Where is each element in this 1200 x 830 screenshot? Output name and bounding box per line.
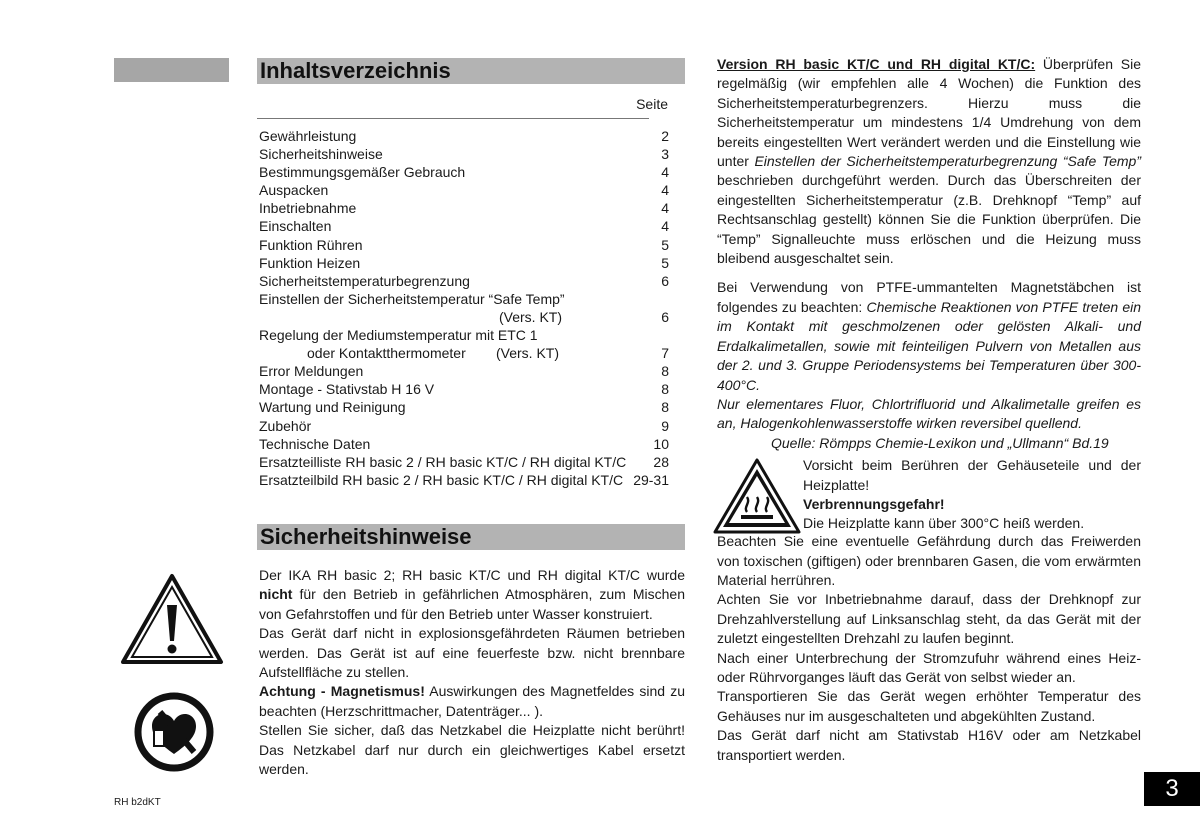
no-pacemaker-icon [134,692,214,777]
safety-text [259,566,685,779]
toc-entry-page: 4 [661,164,669,181]
toc-entry[interactable] [259,199,669,217]
toc-entry-page: 10 [653,435,669,452]
toc-entry-continued[interactable] [259,308,669,326]
toc-entry-label: Sicherheitstemperaturbegrenzung [259,272,470,289]
toc-entry-page: 6 [661,272,669,289]
safety-paragraph: Das Gerät darf nicht in explosionsgefährdeten Räumen betrieben werden. Das Gerät ist auf eine feuerfeste bzw. nicht brennbare Aufstellfläche zu stellen. [259,625,685,681]
safety-paragraph [259,682,685,721]
version-label: Version RH basic KT/C und RH digital KT/C: [717,56,1036,72]
ptfe-paragraph [717,278,1141,394]
toc-entry[interactable] [259,272,669,290]
hot-surface-warning [717,456,1141,532]
ptfe-note: Chemische Reaktionen von PTFE treten ein im Kontakt mit geschmolzenen oder gelösten Alkali- und Erdalkalimetallen, sowie mit feinteiligen Pulvern von Metallen aus der 2. und 3. Gruppe Periodensystems bei Temperaturen über 300-400°C. [717,298,1142,393]
toc-entry[interactable] [259,344,669,362]
toc-entry-label: Technische Daten [259,435,371,452]
toc-entry-page: 7 [661,345,669,362]
warning-line: Vorsicht beim Berühren der Gehäuseteile und der Heizplatte! [803,457,1141,493]
hot-surface-icon [713,458,801,534]
right-column [717,55,1141,765]
version-check-paragraph [717,55,1141,268]
cross-reference: Einstellen der Sicherheitstemperaturbegrenzung “Safe Temp” [754,153,1141,170]
toc-entry-version: (Vers. KT) [496,345,560,362]
toc-entry[interactable] [259,163,669,181]
hot-surface-text [803,456,1141,534]
toc-entry-page: 5 [661,254,669,271]
toc-heading: Inhaltsverzeichnis [257,58,685,84]
toc-entry-page: 5 [661,236,669,253]
toc-entry[interactable] [259,417,669,435]
toc-entry-label: Ersatzteilbild RH basic 2 / RH basic KT/C / RH digital KT/C [259,471,624,488]
toc-entry-label: Gewährleistung [259,128,357,144]
toc-entry-page: 8 [661,381,669,398]
transport-paragraph: Transportieren Sie das Gerät wegen erhöhter Temperatur des Gehäuses nur im ausgeschalteten und abgekühlten Zustand. [717,688,1141,724]
toc-entry-page: 6 [661,308,669,325]
text-run: für den Betrieb in gefährlichen Atmosphären, zum Mischen von Gefahrstoffen und für den Betrieb unter Wasser konstruiert. [259,586,685,622]
stativ-paragraph: Das Gerät darf nicht am Stativstab H16V oder am Netzkabel transportiert werden. [717,727,1141,763]
toc-entry-label: Bestimmungsgemäßer Gebrauch [259,164,466,181]
toc-entry-page: 9 [661,417,669,434]
toc-entry-label: Sicherheitshinweise [259,146,383,163]
toc-entry-label: Wartung und Reinigung [259,399,406,416]
toc-entry-page: 29-31 [633,471,669,488]
toc-entry[interactable] [259,326,669,344]
source-citation: Quelle: Römpps Chemie-Lexikon und „Ullmann“ Bd.19 [771,434,1109,451]
magnetism-warning-label: Achtung - Magnetismus! [259,683,425,700]
toc-entry-page: 28 [653,453,669,470]
toc-divider [257,118,649,119]
toc-entry-label: Auspacken [259,182,329,199]
toc-entry-page: 8 [661,399,669,416]
toc-entry-page: 2 [661,128,669,144]
toc-entry-label: Montage - Stativstab H 16 V [259,381,435,398]
power-paragraph: Nach einer Unterbrechung der Stromzufuhr während eines Heiz- oder Rührvorganges läuft das Gerät von selbst wieder an. [717,649,1141,685]
toc-entry-label: Regelung der Mediumstemperatur mit ETC 1 [259,327,538,344]
safety-heading: Sicherheitshinweise [257,524,685,550]
text-run: Der IKA RH basic 2; RH basic KT/C und RH digital KT/C wurde [259,567,685,583]
toc-entry-label: Error Meldungen [259,363,364,380]
toc-entry[interactable] [259,380,669,398]
toc-entry[interactable] [259,217,669,235]
document-code: RH b2dKT [114,797,161,808]
text-run: beschrieben durchgeführt werden. Durch das Überschreiten der eingestellten Sicherheitstemperatur (z.B. Drehknopf “Temp” auf Rechtsanschlag gestellt) können Sie die Funktion überprüfen. Die “Temp” Signalleuchte muss erlöschen und die Heizung muss bleibend ausgeschaltet sein. [717,172,1141,267]
toc-entry[interactable] [259,236,669,254]
toc-entry-label: Einschalten [259,218,332,235]
toc-entry[interactable] [259,435,669,453]
toc-entry-version: (Vers. KT) [499,308,563,325]
text-run: Bei Verwendung von PTFE-ummantelten Magnetstäbchen ist folgendes zu beachten: [717,279,1141,315]
burn-hazard-label: Verbrennungsgefahr! [803,495,945,512]
gas-paragraph: Beachten Sie eine eventuelle Gefährdung durch das Freiwerden von toxischen (giftigen) oder brennbaren Gasen, die vom erwärmten Material herrühren. [717,533,1141,588]
toc-entry[interactable] [259,127,669,145]
toc-entry-label: Funktion Heizen [259,254,361,271]
toc-page-column-label: Seite [636,96,668,112]
safety-paragraph [259,566,685,624]
toc-entry[interactable] [259,145,669,163]
toc-entry-page: 4 [661,182,669,199]
warning-triangle-icon [120,573,224,670]
toc-entry[interactable] [259,254,669,272]
text-run: Auswirkungen des Magnetfeldes sind zu beachten (Herzschrittmacher, Datenträger... ). [259,683,685,719]
grey-margin-tab [114,58,229,82]
toc-entry-label: Inbetriebnahme [259,200,357,217]
warning-line: Die Heizplatte kann über 300°C heiß werden. [803,515,1085,532]
page-number: 3 [1144,772,1200,806]
toc-entry-page: 8 [661,363,669,380]
ptfe-note-2: Nur elementares Fluor, Chlortrifluorid und Alkalimetalle greifen es an, Halogenkohlenwasserstoffe wirken reversibel quellend. [717,395,1141,432]
toc-entry[interactable] [259,471,669,489]
toc-entry-page: 4 [661,218,669,235]
toc-entry[interactable] [259,398,669,416]
table-of-contents [259,127,669,489]
text-run: Überprüfen Sie regelmäßig (wir empfehlen alle 4 Wochen) die Funktion des Sicherheitstemperaturbegrenzers. Hierzu muss die Sicherheitstemperatur um mindestens 1/4 Umdrehung von dem bereits eingestellten Wert verändert werden und die Einstellung wie unter [717,56,1141,170]
toc-entry-label: Zubehör [259,417,312,434]
toc-entry-label: Funktion Rühren [259,236,363,253]
toc-entry-page: 4 [661,200,669,217]
safety-paragraph: Stellen Sie sicher, daß das Netzkabel die Heizplatte nicht berührt! Das Netzkabel darf nur durch ein gleichwertiges Kabel ersetzt werden. [259,722,685,778]
toc-entry-page: 3 [661,146,669,163]
toc-entry[interactable] [259,181,669,199]
emphasis-nicht: nicht [259,586,293,603]
toc-entry[interactable] [259,453,669,471]
toc-entry[interactable] [259,362,669,380]
toc-entry-label: Einstellen der Sicherheitstemperatur “Safe Temp” [259,290,565,307]
knob-paragraph: Achten Sie vor Inbetriebnahme darauf, dass der Drehknopf zur Drehzahlverstellung auf Linksanschlag steht, da das Gerät mit der zuletzt eingestellten Drehzahl zu laufen beginnt. [717,591,1141,647]
toc-entry[interactable] [259,290,669,308]
toc-entry-label: oder Kontaktthermometer [307,345,466,362]
toc-entry-label: Ersatzteilliste RH basic 2 / RH basic KT/C / RH digital KT/C [259,453,627,470]
